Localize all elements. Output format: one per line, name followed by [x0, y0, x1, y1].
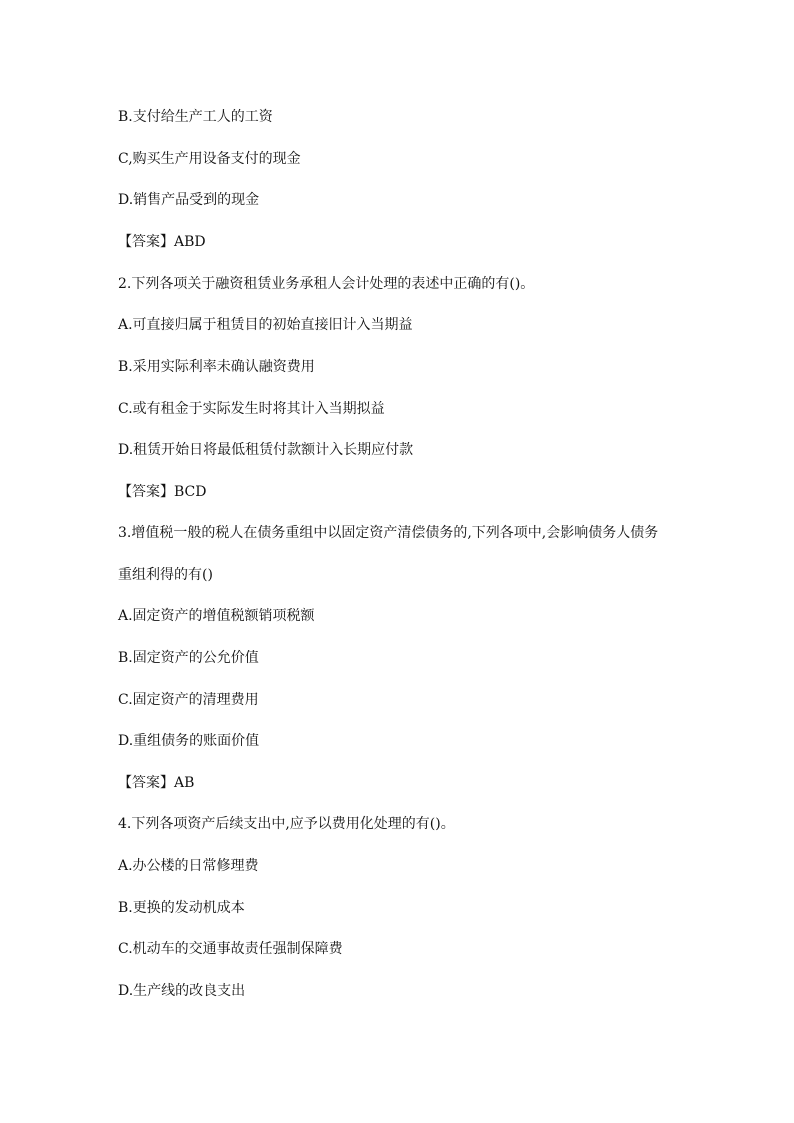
- q3-option-a: A.固定资产的增值税额销项税额: [118, 608, 315, 624]
- q3-option-c: C.固定资产的清理费用: [118, 692, 259, 708]
- q4-option-d: D.生产线的改良支出: [118, 983, 246, 999]
- q2-option-a: A.可直接归属于租赁目的初始直接旧计入当期益: [118, 317, 413, 333]
- q4-question: 4.下列各项资产后续支出中,应予以费用化处理的有()。: [118, 816, 455, 832]
- q3-question-line2: 重组利得的有(): [118, 567, 213, 583]
- q4-option-b: B.更换的发动机成本: [118, 900, 245, 916]
- q1-option-b: B.支付给生产工人的工资: [118, 109, 273, 125]
- q3-option-b: B.固定资产的公允价值: [118, 650, 259, 666]
- q4-option-a: A.办公楼的日常修理费: [118, 858, 259, 874]
- q1-option-d: D.销售产品受到的现金: [118, 192, 260, 208]
- q1-option-c: C,购买生产用设备支付的现金: [118, 151, 301, 167]
- q2-answer: 【答案】BCD: [118, 484, 207, 500]
- q3-question-line1: 3.增值税一般的税人在债务重组中以固定资产清偿债务的,下列各项中,会影响债务人债务: [118, 525, 659, 541]
- q2-option-b: B.采用实际利率未确认融资费用: [118, 359, 315, 375]
- q3-option-d: D.重组债务的账面价值: [118, 733, 260, 749]
- q3-answer: 【答案】AB: [118, 775, 195, 791]
- q2-option-d: D.租赁开始日将最低租赁付款额计入长期应付款: [118, 442, 414, 458]
- q1-answer: 【答案】ABD: [118, 234, 206, 250]
- q4-option-c: C.机动车的交通事故责任强制保障费: [118, 941, 343, 957]
- q2-question: 2.下列各项关于融资租赁业务承租人会计处理的表述中正确的有()。: [118, 276, 535, 292]
- q2-option-c: C.或有租金于实际发生时将其计入当期拟益: [118, 401, 385, 417]
